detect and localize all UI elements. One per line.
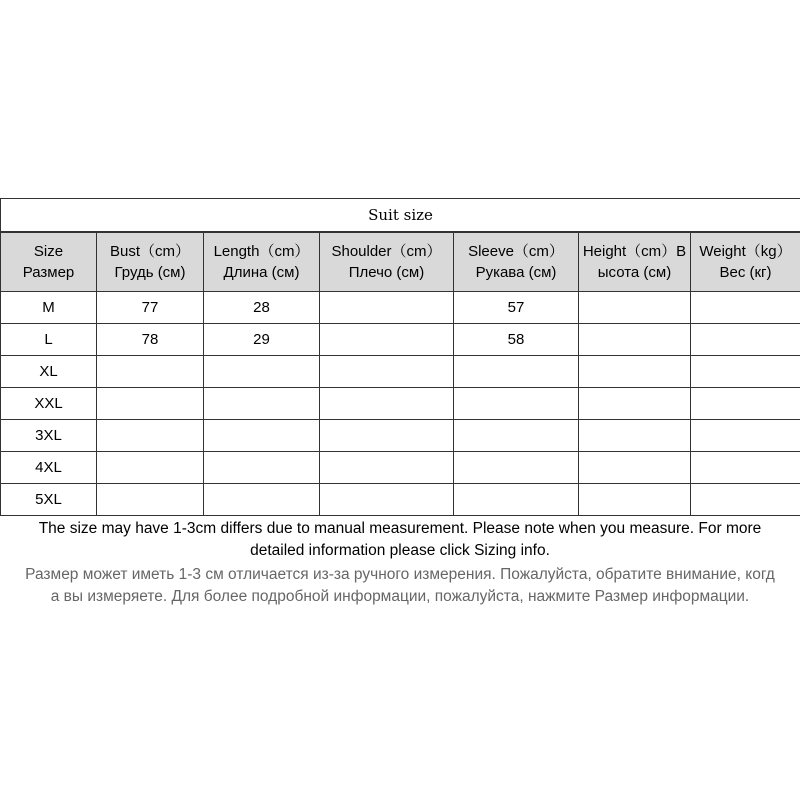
cell-size: 5XL: [1, 484, 97, 516]
cell-bust: 77: [97, 292, 204, 324]
cell-size: 4XL: [1, 452, 97, 484]
cell-shoulder: [320, 388, 454, 420]
header-weight: Weight（kg） Вес (кг): [691, 233, 800, 292]
cell-bust: [97, 388, 204, 420]
cell-weight: [691, 452, 800, 484]
cell-weight: [691, 388, 800, 420]
header-length: Length（cm） Длина (см): [204, 233, 320, 292]
chart-title-text: Suit size: [368, 206, 433, 224]
cell-weight: [691, 420, 800, 452]
cell-bust: [97, 452, 204, 484]
cell-length: [204, 388, 320, 420]
cell-sleeve: 58: [454, 324, 579, 356]
measurement-note-en: [0, 518, 800, 562]
note-en-line1: The size may have 1-3cm differs due to manual measurement. Please note when you measure. For more: [38, 520, 762, 537]
header-shoulder: Shoulder（cm） Плечо (см): [320, 233, 454, 292]
cell-height: [579, 420, 691, 452]
cell-height: [579, 292, 691, 324]
cell-bust: 78: [97, 324, 204, 356]
cell-length: [204, 484, 320, 516]
table-row: [1, 452, 800, 484]
measurement-note-ru: [0, 564, 800, 608]
cell-size: 3XL: [1, 420, 97, 452]
chart-title: [0, 198, 800, 232]
cell-size: XXL: [1, 388, 97, 420]
table-row: [1, 324, 800, 356]
cell-size: XL: [1, 356, 97, 388]
cell-height: [579, 324, 691, 356]
note-en-line2: detailed information please click Sizing info.: [250, 542, 550, 559]
table-row: [1, 420, 800, 452]
cell-sleeve: 57: [454, 292, 579, 324]
cell-shoulder: [320, 356, 454, 388]
cell-shoulder: [320, 420, 454, 452]
header-size: Size Размер: [1, 233, 97, 292]
cell-height: [579, 452, 691, 484]
size-table: [0, 232, 800, 516]
cell-sleeve: [454, 420, 579, 452]
cell-shoulder: [320, 452, 454, 484]
cell-shoulder: [320, 324, 454, 356]
cell-sleeve: [454, 452, 579, 484]
size-chart: [0, 198, 800, 608]
table-row: [1, 356, 800, 388]
cell-height: [579, 356, 691, 388]
cell-length: [204, 420, 320, 452]
cell-height: [579, 484, 691, 516]
header-bust: Bust（cm） Грудь (см): [97, 233, 204, 292]
note-ru-line1: Размер может иметь 1-3 см отличается из-за ручного измерения. Пожалуйста, обратите внимание, когд: [25, 566, 775, 583]
cell-weight: [691, 292, 800, 324]
cell-size: M: [1, 292, 97, 324]
table-row: [1, 292, 800, 324]
cell-sleeve: [454, 388, 579, 420]
cell-sleeve: [454, 356, 579, 388]
header-height: Height（cm）В ысота (см): [579, 233, 691, 292]
cell-weight: [691, 324, 800, 356]
header-sleeve: Sleeve（cm） Рукава (см): [454, 233, 579, 292]
cell-sleeve: [454, 484, 579, 516]
cell-shoulder: [320, 484, 454, 516]
note-ru-line2: а вы измеряете. Для более подробной информации, пожалуйста, нажмите Размер информации.: [50, 588, 750, 605]
cell-length: [204, 452, 320, 484]
cell-bust: [97, 484, 204, 516]
cell-height: [579, 388, 691, 420]
cell-length: 28: [204, 292, 320, 324]
cell-length: [204, 356, 320, 388]
cell-shoulder: [320, 292, 454, 324]
cell-weight: [691, 356, 800, 388]
header-row: [1, 233, 800, 292]
table-row: [1, 484, 800, 516]
cell-size: L: [1, 324, 97, 356]
cell-bust: [97, 356, 204, 388]
cell-weight: [691, 484, 800, 516]
table-row: [1, 388, 800, 420]
cell-length: 29: [204, 324, 320, 356]
cell-bust: [97, 420, 204, 452]
